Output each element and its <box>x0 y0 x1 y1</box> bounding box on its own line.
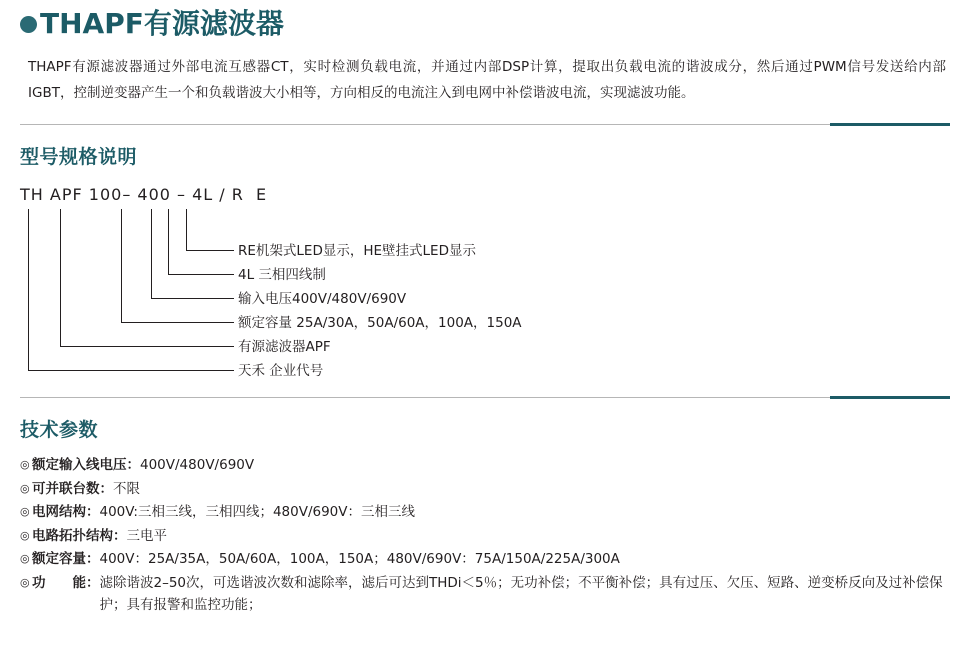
page-title-text: THAPF有源滤波器 <box>40 7 284 40</box>
list-item <box>20 572 956 617</box>
model-code-diagram <box>20 185 956 379</box>
circle-bullet-icon: ◎ <box>20 505 30 518</box>
annotation-label-2: 4L 三相四线制 <box>238 267 326 283</box>
annotation-label-1: RE机架式LED显示，HE壁挂式LED显示 <box>238 243 476 259</box>
spec-label: 额定输入线电压： <box>32 457 140 473</box>
circle-bullet-icon: ◎ <box>20 575 30 589</box>
spec-label: 额定容量： <box>32 551 100 567</box>
model-code-text: TH APF 100– 400 – 4L / R E <box>20 185 268 204</box>
intro-text: THAPF有源滤波器通过外部电流互感器CT，实时检测负载电流，并通过内部DSP计算，提取出负载电流的谐波成分，然后通过PWM信号发送给内部IGBT，控制逆变器产生一个和负载谐波大小相等，方向相反的电流注入到电网中补偿谐波电流，实现滤波功能。 <box>28 59 946 101</box>
circle-bullet-icon: ◎ <box>20 458 30 471</box>
spec-value: 三电平 <box>126 527 167 544</box>
annotation-label-6: 天禾 企业代号 <box>238 363 324 379</box>
spec-label: 电路拓扑结构： <box>32 527 127 544</box>
divider-1 <box>20 124 950 125</box>
annotation-label-4: 额定容量 25A/30A，50A/60A，100A，150A <box>238 315 522 331</box>
spec-value: 400V:三相三线，三相四线；480V/690V：三相三线 <box>99 504 416 520</box>
spec-value: 不限 <box>113 480 140 497</box>
intro-paragraph <box>14 54 956 106</box>
annotation-label-5: 有源滤波器APF <box>238 339 331 355</box>
spec-label: 可并联台数： <box>32 480 113 497</box>
list-item <box>20 548 956 571</box>
bullet-icon <box>20 16 37 33</box>
spec-value: 滤除谐波2–50次，可选谐波次数和滤除率，滤后可达到THDi＜5％；无功补偿；不平衡补偿；具有过压、欠压、短路、逆变桥反向及过补偿保护；具有报警和监控功能； <box>99 574 943 613</box>
spec-value: 400V/480V/690V <box>140 457 255 473</box>
circle-bullet-icon: ◎ <box>20 481 30 495</box>
circle-bullet-icon: ◎ <box>20 552 30 565</box>
section-heading-model: 型号规格说明 <box>20 146 138 168</box>
list-item <box>20 454 956 477</box>
page-title <box>14 0 956 38</box>
section-heading-tech: 技术参数 <box>20 419 99 441</box>
spec-value: 400V：25A/35A，50A/60A，100A，150A；480V/690V：75A/150A/225A/300A <box>99 551 620 567</box>
divider-2 <box>20 397 950 398</box>
tech-spec-list <box>20 454 956 617</box>
spec-label: 电网结构： <box>32 504 100 520</box>
leader-line-6 <box>28 209 234 371</box>
list-item <box>20 478 956 501</box>
spec-label: 功 能： <box>32 574 100 591</box>
circle-bullet-icon: ◎ <box>20 528 30 542</box>
annotation-label-3: 输入电压400V/480V/690V <box>238 291 407 307</box>
list-item <box>20 501 956 524</box>
list-item <box>20 525 956 548</box>
